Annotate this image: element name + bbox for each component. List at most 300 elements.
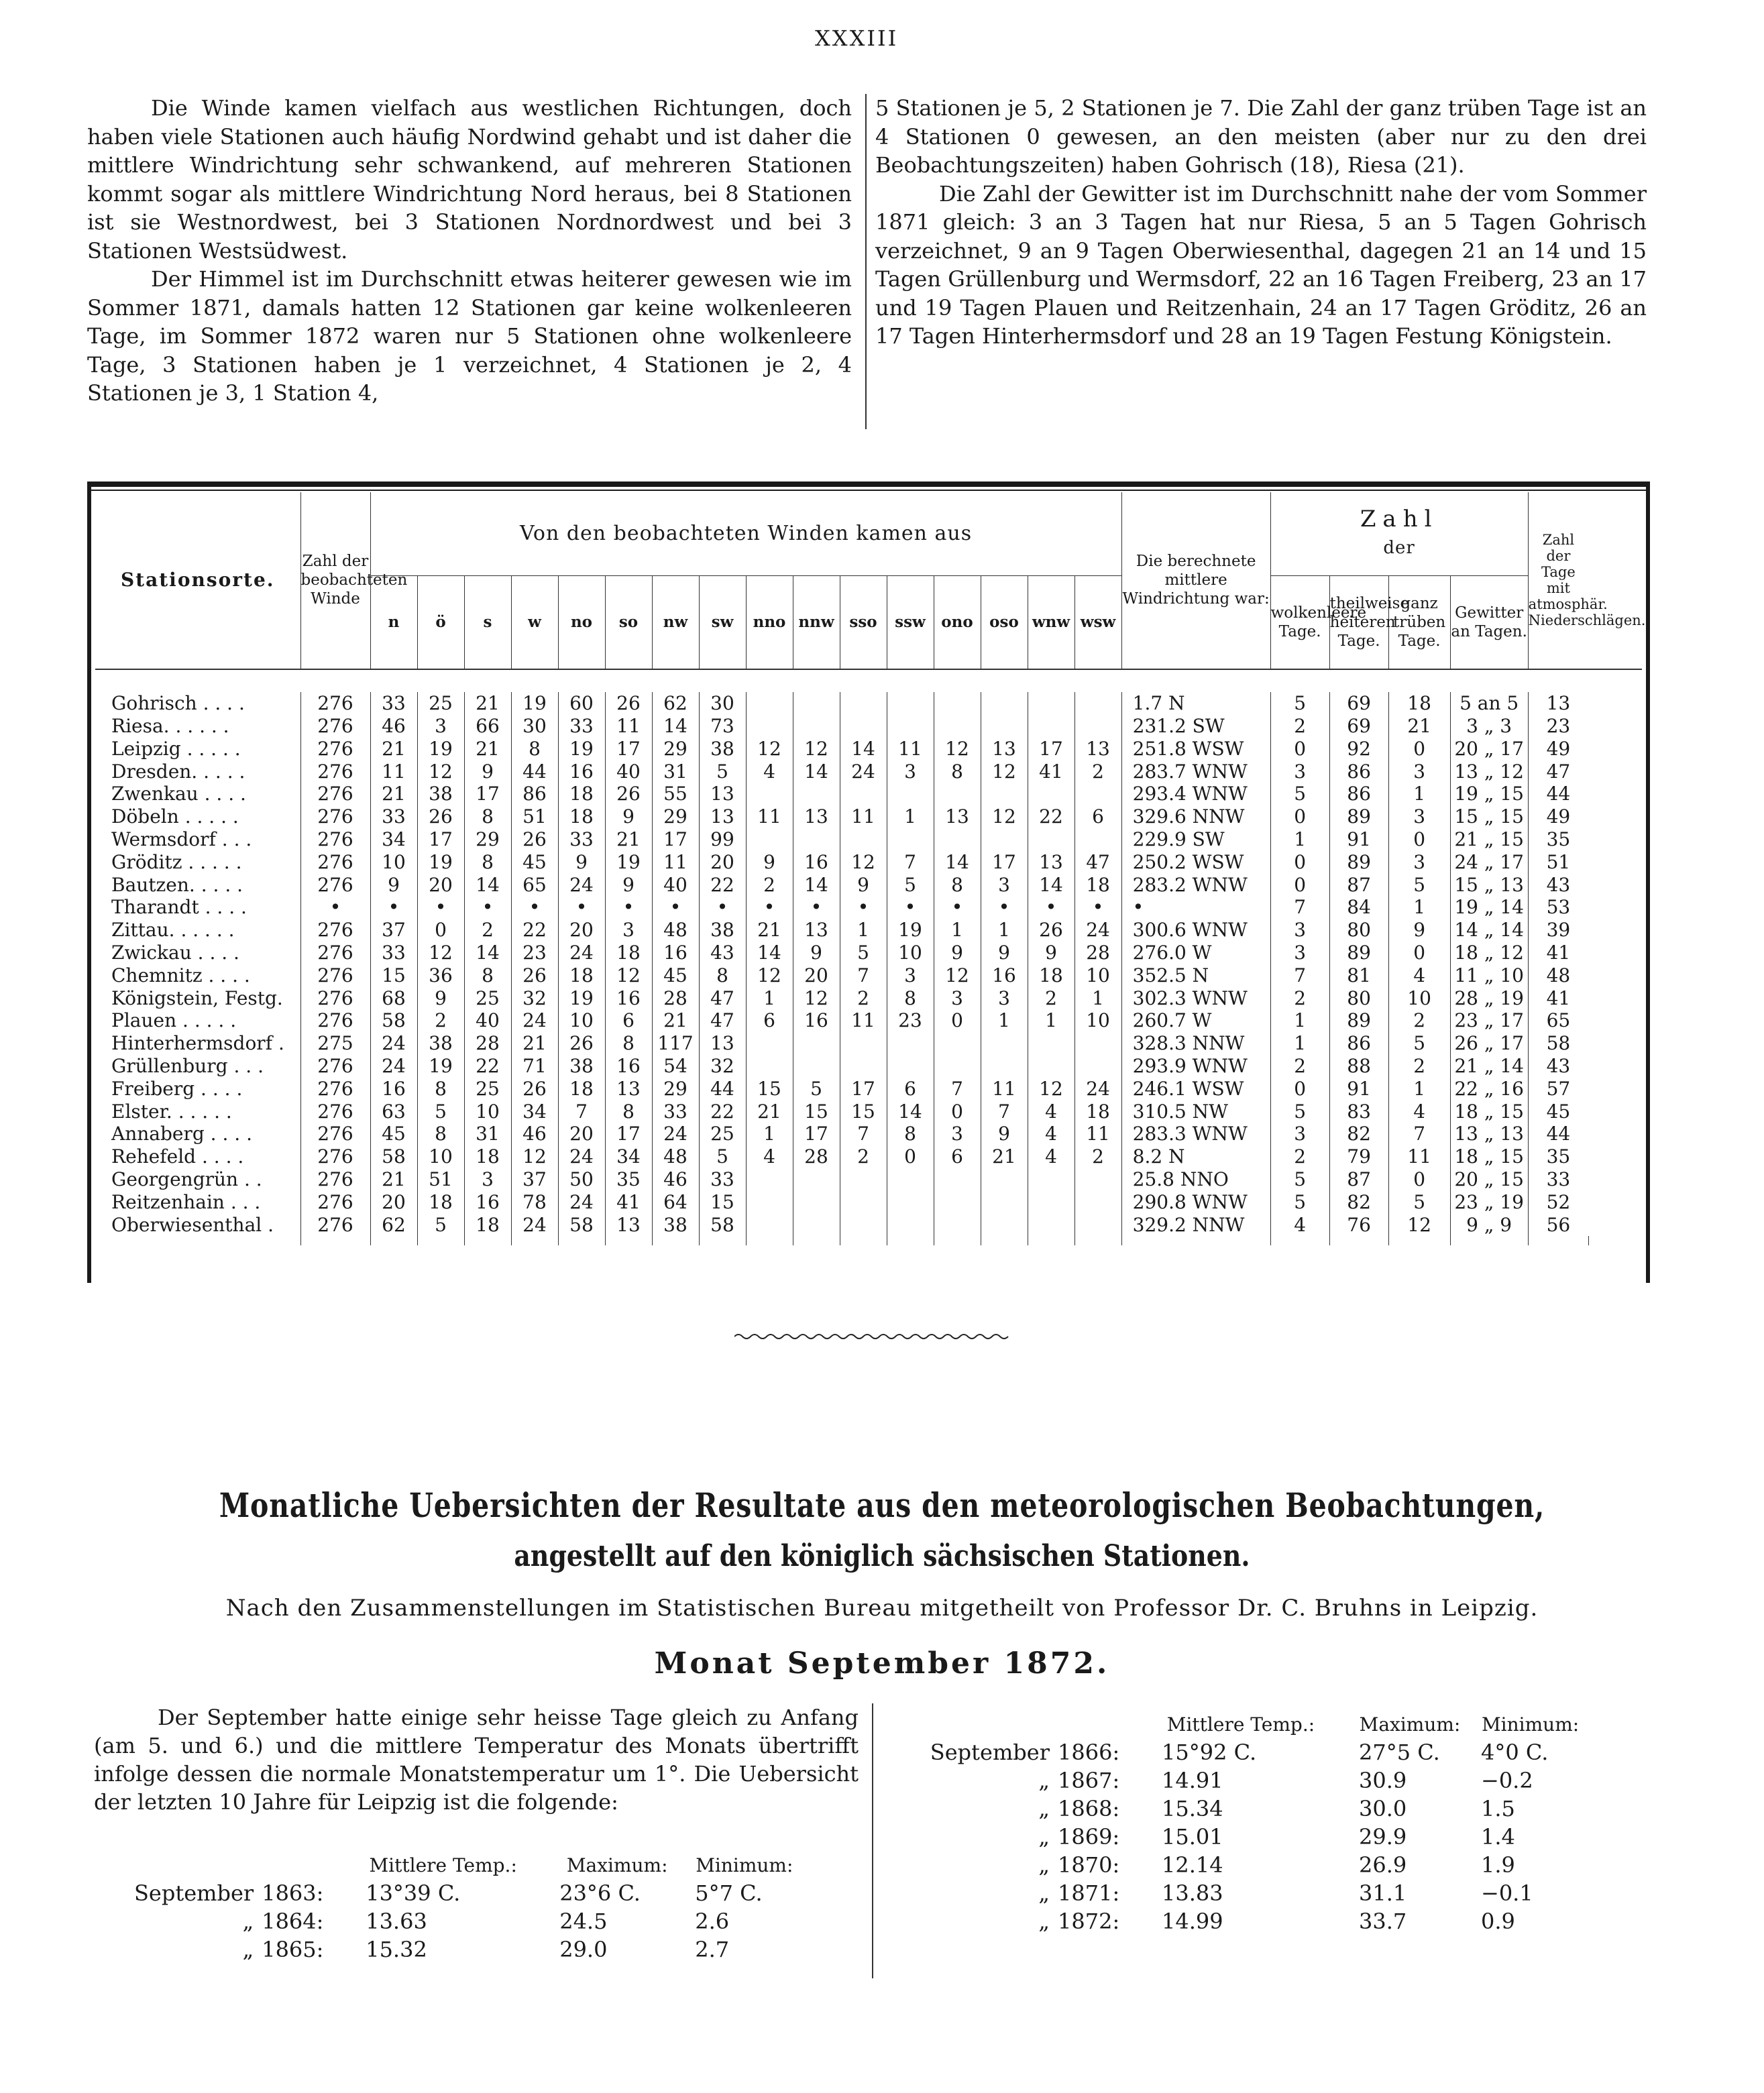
- cell-wind-count: [1074, 1055, 1121, 1078]
- cell-niederschlag: 58: [1528, 1032, 1588, 1055]
- cell-wind-count: [1028, 1168, 1074, 1191]
- cell-wind-count: 0: [417, 919, 464, 942]
- cell-theilweise: 80: [1329, 919, 1388, 942]
- cell-wind-count: 46: [370, 715, 417, 738]
- cell-wind-count: 60: [558, 692, 605, 715]
- cell-wind-count: 10: [370, 851, 417, 874]
- cell-gewitter: 13 „ 13: [1450, 1123, 1528, 1145]
- cell-wind-count: 47: [699, 1009, 746, 1032]
- cell-wind-count: 9: [558, 851, 605, 874]
- cell-wind-count: •: [370, 896, 417, 919]
- cell-wind-count: [1074, 828, 1121, 851]
- header-wind-dir: nnw: [793, 575, 840, 669]
- cell-wind-count: 14: [840, 738, 887, 760]
- station-name: Reitzenhain . . .: [111, 1190, 261, 1213]
- cell-wolkenleere: 3: [1270, 760, 1329, 783]
- cell-wind-count: 25: [699, 1123, 746, 1145]
- cell-wind-count: 24: [558, 874, 605, 897]
- cell-wind-count: 22: [699, 874, 746, 897]
- cell-wind-count: 21: [652, 1009, 699, 1032]
- cell-wind-count: 12: [417, 760, 464, 783]
- cell-niederschlag: 45: [1528, 1100, 1588, 1123]
- cell-wind-count: 12: [605, 964, 652, 987]
- row-mean-temp: 15.01: [1162, 1824, 1223, 1850]
- cell-wind-count: 41: [1028, 760, 1074, 783]
- spacer-cell: [793, 1236, 840, 1245]
- cell-wind-count: 15: [793, 1100, 840, 1123]
- cell-wind-count: 11: [840, 1009, 887, 1032]
- cell-wind-count: 13: [605, 1214, 652, 1237]
- cell-ganz-trueben: 1: [1388, 783, 1450, 805]
- cell-wind-count: •: [511, 896, 558, 919]
- cell-wind-count: 20: [417, 874, 464, 897]
- station-name: Hinterhermsdorf .: [111, 1032, 284, 1055]
- cell-gewitter: 26 „ 17: [1450, 1032, 1528, 1055]
- cell-wolkenleere: 5: [1270, 692, 1329, 715]
- cell-wind-count: 17: [464, 783, 511, 805]
- cell-niederschlag: 57: [1528, 1078, 1588, 1100]
- cell-wind-count: 33: [370, 805, 417, 828]
- cell-wind-count: •: [1074, 896, 1121, 919]
- row-min-temp: 0.9: [1481, 1909, 1515, 1934]
- cell-ganz-trueben: 7: [1388, 1123, 1450, 1145]
- month-heading: Monat September 1872.: [654, 1646, 1110, 1681]
- cell-wind-count: 15: [370, 964, 417, 987]
- cell-wind-count: [887, 1032, 934, 1055]
- cell-wind-count: 44: [699, 1078, 746, 1100]
- cell-wind-count: [793, 1032, 840, 1055]
- cell-theilweise: 86: [1329, 1032, 1388, 1055]
- cell-wind-count: 17: [793, 1123, 840, 1145]
- cell-wind-count: 16: [558, 760, 605, 783]
- header-gewitter: Gewitter an Tagen.: [1450, 575, 1528, 669]
- cell-wind-count: 3: [934, 987, 981, 1010]
- cell-theilweise: 76: [1329, 1214, 1388, 1237]
- spacer-cell: [605, 1236, 652, 1245]
- cell-wind-count: 13: [793, 805, 840, 828]
- row-month-label: September: [134, 1880, 254, 1906]
- cell-wind-count: [746, 1191, 793, 1214]
- row-max-temp: 27°5 C.: [1359, 1740, 1440, 1765]
- cell-niederschlag: 43: [1528, 874, 1588, 897]
- cell-theilweise: 69: [1329, 715, 1388, 738]
- cell-wind-count: 33: [370, 692, 417, 715]
- header-ganz-trueben: ganz trüben Tage.: [1388, 575, 1450, 669]
- cell-wind-count: 10: [1074, 964, 1121, 987]
- spacer-cell: [840, 1236, 887, 1245]
- spacer-cell: [464, 1236, 511, 1245]
- station-name: Grüllenburg . . .: [111, 1055, 264, 1078]
- temperature-table-right: [922, 1710, 1603, 1935]
- row-month-label: „: [1038, 1880, 1050, 1906]
- cell-wind-count: 23: [511, 942, 558, 964]
- spacer-cell: [370, 1236, 417, 1245]
- station-name: Tharandt . . . .: [111, 896, 247, 919]
- cell-wind-count: 10: [558, 1009, 605, 1032]
- temperature-row: [134, 1879, 804, 1907]
- cell-wind-count: 16: [981, 964, 1028, 987]
- cell-wind-count: 68: [370, 987, 417, 1010]
- cell-wind-count: 20: [793, 964, 840, 987]
- cell-wind-count: 14: [1028, 874, 1074, 897]
- table-header-rule: [95, 669, 1642, 693]
- cell-wind-count: 40: [652, 874, 699, 897]
- cell-mittlere-windrichtung: 283.2 WNW: [1121, 874, 1270, 897]
- cell-wind-count: 8: [417, 1078, 464, 1100]
- row-month-label: „: [242, 1937, 254, 1962]
- table-row: [95, 874, 1642, 897]
- cell-ganz-trueben: 1: [1388, 1078, 1450, 1100]
- spacer-cell: [417, 1236, 464, 1245]
- cell-wind-count: •: [746, 896, 793, 919]
- cell-wind-count: 11: [652, 851, 699, 874]
- cell-wind-count: 41: [605, 1191, 652, 1214]
- cell-wind-count: 16: [370, 1078, 417, 1100]
- cell-theilweise: 86: [1329, 760, 1388, 783]
- section-subtitle: Nach den Zusammenstellungen im Statistischen Bureau mitgetheilt von Professor Dr. C. Bruhns in Leipzig.: [225, 1595, 1539, 1622]
- cell-zahl-winde: 276: [300, 851, 370, 874]
- cell-wind-count: 13: [934, 805, 981, 828]
- cell-wind-count: 22: [511, 919, 558, 942]
- column-divider-lower: [872, 1703, 873, 1978]
- cell-wind-count: 58: [370, 1009, 417, 1032]
- cell-wind-count: [1028, 1055, 1074, 1078]
- cell-wind-count: 3: [417, 715, 464, 738]
- cell-niederschlag: 13: [1528, 692, 1588, 715]
- cell-wind-count: 26: [511, 964, 558, 987]
- cell-wind-count: [981, 692, 1028, 715]
- cell-wind-count: [981, 1032, 1028, 1055]
- cell-wind-count: 7: [840, 964, 887, 987]
- table-row: [95, 1055, 1642, 1078]
- cell-wind-count: 14: [793, 760, 840, 783]
- cell-wind-count: 18: [1074, 874, 1121, 897]
- cell-wind-count: 19: [417, 738, 464, 760]
- cell-niederschlag: 33: [1528, 1168, 1588, 1191]
- cell-mittlere-windrichtung: 231.2 SW: [1121, 715, 1270, 738]
- cell-wolkenleere: 0: [1270, 805, 1329, 828]
- cell-wind-count: •: [887, 896, 934, 919]
- cell-theilweise: 89: [1329, 851, 1388, 874]
- row-max-temp: 30.0: [1359, 1796, 1407, 1821]
- cell-niederschlag: 49: [1528, 738, 1588, 760]
- cell-wolkenleere: 0: [1270, 738, 1329, 760]
- cell-wind-count: [746, 715, 793, 738]
- cell-wind-count: 13: [699, 783, 746, 805]
- spacer-cell: [1329, 1236, 1388, 1245]
- intro-left-column: [87, 94, 852, 408]
- cell-niederschlag: 35: [1528, 828, 1588, 851]
- cell-niederschlag: 44: [1528, 1123, 1588, 1145]
- cell-zahl-winde: 276: [300, 828, 370, 851]
- cell-wind-count: 22: [1028, 805, 1074, 828]
- cell-wind-count: 48: [652, 1145, 699, 1168]
- col-header-maximum: Maximum:: [566, 1854, 668, 1876]
- cell-wolkenleere: 0: [1270, 851, 1329, 874]
- header-wind-dir: n: [370, 575, 417, 669]
- cell-wind-count: 7: [934, 1078, 981, 1100]
- cell-gewitter: 20 „ 15: [1450, 1168, 1528, 1191]
- cell-wind-count: 19: [558, 738, 605, 760]
- cell-wind-count: 8: [887, 1123, 934, 1145]
- cell-wind-count: 2: [417, 1009, 464, 1032]
- cell-wind-count: 24: [370, 1032, 417, 1055]
- cell-wind-count: [746, 692, 793, 715]
- cell-mittlere-windrichtung: 1.7 N: [1121, 692, 1270, 715]
- cell-wind-count: 45: [370, 1123, 417, 1145]
- cell-wind-count: 47: [699, 987, 746, 1010]
- cell-wind-count: 50: [558, 1168, 605, 1191]
- cell-wind-count: 38: [417, 1032, 464, 1055]
- cell-wind-count: 19: [887, 919, 934, 942]
- cell-wind-count: [1074, 1214, 1121, 1237]
- cell-gewitter: 24 „ 17: [1450, 851, 1528, 874]
- header-wind-dir: so: [605, 575, 652, 669]
- cell-wind-count: [793, 783, 840, 805]
- cell-wind-count: 36: [417, 964, 464, 987]
- cell-zahl-winde: 276: [300, 805, 370, 828]
- cell-wind-count: 33: [370, 942, 417, 964]
- table-row: [95, 1100, 1642, 1123]
- cell-wind-count: 19: [511, 692, 558, 715]
- table-row: [95, 1032, 1642, 1055]
- cell-wind-count: 8: [605, 1100, 652, 1123]
- cell-wind-count: [746, 828, 793, 851]
- cell-wind-count: 11: [981, 1078, 1028, 1100]
- temperature-row: [922, 1823, 1603, 1851]
- cell-wind-count: 11: [1074, 1123, 1121, 1145]
- cell-wind-count: 9: [1028, 942, 1074, 964]
- cell-wind-count: 21: [464, 692, 511, 715]
- cell-wind-count: 24: [558, 1145, 605, 1168]
- cell-wind-count: 19: [605, 851, 652, 874]
- cell-wind-count: 18: [464, 1214, 511, 1237]
- cell-wind-count: 40: [464, 1009, 511, 1032]
- cell-wind-count: 78: [511, 1191, 558, 1214]
- cell-wind-count: •: [981, 896, 1028, 919]
- spacer-cell: [699, 1236, 746, 1245]
- spacer-cell: [652, 1236, 699, 1245]
- cell-wind-count: •: [417, 896, 464, 919]
- cell-wolkenleere: 1: [1270, 1032, 1329, 1055]
- cell-wind-count: 8: [605, 1032, 652, 1055]
- cell-wind-count: •: [558, 896, 605, 919]
- cell-wind-count: [793, 828, 840, 851]
- cell-gewitter: 22 „ 16: [1450, 1078, 1528, 1100]
- spacer-cell: [1121, 1236, 1270, 1245]
- cell-wind-count: 12: [981, 805, 1028, 828]
- cell-ganz-trueben: 2: [1388, 1055, 1450, 1078]
- cell-wind-count: 64: [652, 1191, 699, 1214]
- row-year: 1869:: [1058, 1824, 1120, 1850]
- cell-wind-count: 26: [605, 783, 652, 805]
- cell-wind-count: [934, 1032, 981, 1055]
- cell-wind-count: 17: [605, 1123, 652, 1145]
- row-mean-temp: 12.14: [1162, 1852, 1223, 1878]
- cell-wind-count: [793, 1191, 840, 1214]
- row-year: 1865:: [262, 1937, 324, 1962]
- cell-gewitter: 14 „ 14: [1450, 919, 1528, 942]
- cell-ganz-trueben: 10: [1388, 987, 1450, 1010]
- cell-niederschlag: 35: [1528, 1145, 1588, 1168]
- temperature-row: [922, 1795, 1603, 1823]
- table-row: [95, 919, 1642, 942]
- cell-wind-count: 20: [558, 1123, 605, 1145]
- cell-wind-count: 51: [417, 1168, 464, 1191]
- station-name: Freiberg . . . .: [111, 1077, 243, 1100]
- cell-mittlere-windrichtung: 290.8 WNW: [1121, 1191, 1270, 1214]
- cell-wind-count: 5: [699, 760, 746, 783]
- cell-theilweise: 89: [1329, 942, 1388, 964]
- row-year: 1867:: [1058, 1768, 1120, 1793]
- cell-wind-count: 13: [605, 1078, 652, 1100]
- table-bottom-spacer: [95, 1236, 1642, 1245]
- cell-wind-count: [1028, 1191, 1074, 1214]
- cell-niederschlag: 23: [1528, 715, 1588, 738]
- cell-wind-count: 16: [652, 942, 699, 964]
- cell-wind-count: [793, 715, 840, 738]
- cell-wind-count: 5: [840, 942, 887, 964]
- header-wind-dir: sw: [699, 575, 746, 669]
- station-name: Zwickau . . . .: [111, 942, 239, 964]
- cell-wind-count: 11: [887, 738, 934, 760]
- cell-zahl-winde: 276: [300, 1168, 370, 1191]
- september-paragraph: Der September hatte einige sehr heisse Tage gleich zu Anfang (am 5. und 6.) und die mittlere Temperatur des Monats übertrifft infolge dessen die normale Monatstemperatur um 1°. Die Uebersicht der letzten 10 Jahre für Leipzig ist die folgende:: [94, 1705, 859, 1815]
- row-max-temp: 31.1: [1359, 1880, 1407, 1906]
- column-divider: [865, 94, 867, 429]
- cell-wind-count: 33: [699, 1168, 746, 1191]
- cell-wind-count: [887, 828, 934, 851]
- row-max-temp: 24.5: [559, 1909, 608, 1934]
- cell-wind-count: 21: [370, 783, 417, 805]
- cell-wind-count: 6: [605, 1009, 652, 1032]
- cell-gewitter: 3 „ 3: [1450, 715, 1528, 738]
- cell-wind-count: [934, 1191, 981, 1214]
- cell-mittlere-windrichtung: 352.5 N: [1121, 964, 1270, 987]
- cell-wind-count: 62: [370, 1214, 417, 1237]
- cell-gewitter: 18 „ 12: [1450, 942, 1528, 964]
- cell-ganz-trueben: 3: [1388, 851, 1450, 874]
- cell-gewitter: 19 „ 14: [1450, 896, 1528, 919]
- header-mittlere-windrichtung: Die berechnete mittlere Windrichtung war:: [1121, 492, 1270, 669]
- cell-theilweise: 83: [1329, 1100, 1388, 1123]
- cell-wind-count: 21: [981, 1145, 1028, 1168]
- cell-wind-count: 28: [464, 1032, 511, 1055]
- temperature-row: [922, 1851, 1603, 1879]
- cell-wind-count: 14: [464, 942, 511, 964]
- cell-wind-count: 13: [699, 1032, 746, 1055]
- cell-zahl-winde: •: [300, 896, 370, 919]
- cell-wind-count: 46: [652, 1168, 699, 1191]
- station-name: Dresden. . . . .: [111, 760, 245, 783]
- cell-wind-count: 9: [981, 942, 1028, 964]
- intro-paragraph: 5 Stationen je 5, 2 Stationen je 7. Die Zahl der ganz trüben Tage ist an 4 Stationen 0 gewesen, an den meisten (aber nur zu den drei Beobachtungszeiten) haben Gohrisch (18), Riesa (21).: [875, 95, 1647, 178]
- station-name: Riesa. . . . . .: [111, 715, 229, 738]
- cell-theilweise: 89: [1329, 805, 1388, 828]
- cell-ganz-trueben: 0: [1388, 828, 1450, 851]
- cell-wind-count: •: [1028, 896, 1074, 919]
- cell-wind-count: [1028, 1032, 1074, 1055]
- temperature-row: [922, 1879, 1603, 1907]
- cell-niederschlag: 65: [1528, 1009, 1588, 1032]
- cell-wind-count: 46: [511, 1123, 558, 1145]
- cell-wind-count: 26: [605, 692, 652, 715]
- cell-wind-count: 11: [746, 805, 793, 828]
- cell-wind-count: 24: [511, 1214, 558, 1237]
- cell-wind-count: 11: [605, 715, 652, 738]
- cell-wind-count: 58: [370, 1145, 417, 1168]
- station-name: Zittau. . . . . .: [111, 919, 235, 942]
- spacer-cell: [558, 1236, 605, 1245]
- row-max-temp: 23°6 C.: [559, 1880, 641, 1906]
- cell-ganz-trueben: 0: [1388, 1168, 1450, 1191]
- cell-wind-count: [934, 828, 981, 851]
- cell-wind-count: 13: [1028, 851, 1074, 874]
- cell-wind-count: 14: [887, 1100, 934, 1123]
- station-name: Döbeln . . . . .: [111, 805, 239, 828]
- cell-theilweise: 87: [1329, 1168, 1388, 1191]
- cell-wind-count: [840, 1032, 887, 1055]
- cell-wind-count: [1028, 783, 1074, 805]
- cell-wind-count: 8: [699, 964, 746, 987]
- cell-wind-count: 28: [1074, 942, 1121, 964]
- cell-niederschlag: 47: [1528, 760, 1588, 783]
- cell-wind-count: [840, 1168, 887, 1191]
- row-max-temp: 30.9: [1359, 1768, 1407, 1793]
- header-zahl-group: [1270, 492, 1528, 575]
- cell-zahl-winde: 276: [300, 1078, 370, 1100]
- spacer-cell: [1528, 1236, 1588, 1245]
- row-year: 1864:: [262, 1909, 324, 1934]
- cell-gewitter: 15 „ 13: [1450, 874, 1528, 897]
- cell-wind-count: 8: [934, 760, 981, 783]
- row-mean-temp: 13°39 C.: [366, 1880, 461, 1906]
- cell-wind-count: 18: [558, 783, 605, 805]
- cell-wind-count: 9: [417, 987, 464, 1010]
- cell-niederschlag: 53: [1528, 896, 1588, 919]
- cell-wind-count: [934, 1168, 981, 1191]
- table-row: [95, 1191, 1642, 1214]
- cell-zahl-winde: 276: [300, 760, 370, 783]
- cell-mittlere-windrichtung: 310.5 NW: [1121, 1100, 1270, 1123]
- cell-wind-count: 30: [511, 715, 558, 738]
- header-der-word: der: [1383, 538, 1415, 559]
- header-winds-group: Von den beobachteten Winden kamen aus: [370, 492, 1121, 575]
- cell-wind-count: 7: [981, 1100, 1028, 1123]
- cell-wind-count: [1028, 828, 1074, 851]
- spacer-cell: [1588, 1236, 1642, 1245]
- cell-wolkenleere: 1: [1270, 828, 1329, 851]
- row-min-temp: 1.5: [1481, 1796, 1515, 1821]
- cell-wind-count: 24: [370, 1055, 417, 1078]
- cell-wind-count: 12: [511, 1145, 558, 1168]
- table-row: [95, 805, 1642, 828]
- cell-wind-count: 24: [511, 1009, 558, 1032]
- cell-wolkenleere: 2: [1270, 715, 1329, 738]
- cell-wind-count: 28: [652, 987, 699, 1010]
- cell-wolkenleere: 3: [1270, 1123, 1329, 1145]
- header-wind-dir: wnw: [1028, 575, 1074, 669]
- cell-wind-count: 2: [746, 874, 793, 897]
- cell-wind-count: 10: [1074, 1009, 1121, 1032]
- cell-wind-count: 9: [746, 851, 793, 874]
- cell-gewitter: 21 „ 15: [1450, 828, 1528, 851]
- table-row: [95, 1145, 1642, 1168]
- cell-wind-count: [1028, 715, 1074, 738]
- row-min-temp: 1.4: [1481, 1824, 1515, 1850]
- row-max-temp: 33.7: [1359, 1909, 1407, 1934]
- cell-wind-count: 10: [464, 1100, 511, 1123]
